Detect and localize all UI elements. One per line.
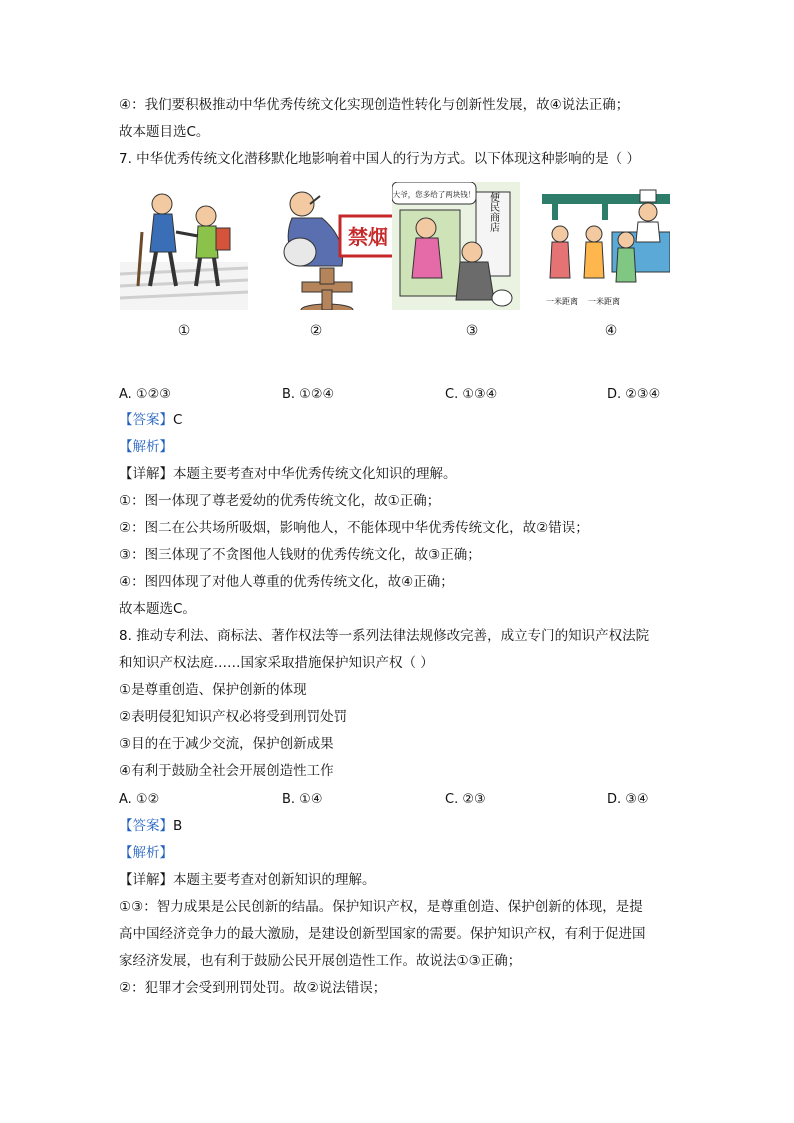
illustration-respect-elderly bbox=[120, 182, 248, 310]
option-a: A. ①② bbox=[119, 792, 160, 807]
statement: ④有利于鼓励全社会开展创造性工作 bbox=[119, 763, 334, 779]
detail-line bbox=[119, 870, 376, 890]
answer-label: 【答案】 bbox=[119, 818, 173, 834]
text-line: ③：图三体现了不贪图他人钱财的优秀传统文化，故③正确； bbox=[119, 547, 481, 563]
distance-label: 一米距离 bbox=[546, 297, 578, 306]
option-d: D. ③④ bbox=[607, 792, 649, 807]
text-line: 高中国经济竞争力的最大激励，是建设创新型国家的需要。保护知识产权，有利于促进国 bbox=[119, 926, 646, 942]
answer-value: B bbox=[173, 818, 183, 834]
answer-line bbox=[119, 816, 182, 836]
text-line: 故本题选C。 bbox=[119, 601, 196, 617]
text-line: ④：图四体现了对他人尊重的优秀传统文化，故④正确； bbox=[119, 574, 454, 590]
speech-bubble-text: 大爷，您多给了两块钱！ bbox=[392, 190, 476, 199]
statement: ③目的在于减少交流，保护创新成果 bbox=[119, 736, 334, 752]
option-d: D. ②③④ bbox=[607, 387, 661, 402]
question-8-stem: 和知识产权法庭……国家采取措施保护知识产权（ ） bbox=[119, 655, 434, 671]
text-line: 故本题目选C。 bbox=[119, 124, 210, 140]
picture-number: ② bbox=[309, 323, 323, 339]
illustration-returning-money bbox=[392, 182, 520, 310]
statement: ②表明侵犯知识产权必将受到刑罚处罚 bbox=[119, 709, 348, 725]
answer-line bbox=[119, 410, 182, 430]
picture-number: ③ bbox=[465, 323, 479, 339]
question-7-stem: 7. 中华优秀传统文化潜移默化地影响着中国人的行为方式。以下体现这种影响的是（ ） bbox=[119, 151, 640, 167]
text-line: ①③：智力成果是公民创新的结晶。保护知识产权，是尊重创造、保护创新的体现，是提 bbox=[119, 899, 643, 915]
detail-text: 本题主要考查对创新知识的理解。 bbox=[173, 872, 376, 888]
detail-line bbox=[119, 464, 457, 484]
option-c: C. ②③ bbox=[445, 792, 486, 807]
text-line: ②：图二在公共场所吸烟，影响他人，不能体现中华优秀传统文化，故②错误； bbox=[119, 520, 589, 536]
option-a: A. ①②③ bbox=[119, 387, 171, 402]
text-line: 家经济发展，也有利于鼓励公民开展创造性工作。故说法①③正确； bbox=[119, 953, 522, 969]
analysis-label: 【解析】 bbox=[119, 845, 173, 861]
illustration-keeping-distance bbox=[542, 182, 670, 310]
shop-sign-text: 便民商店 bbox=[487, 192, 499, 232]
option-c: C. ①③④ bbox=[445, 387, 498, 402]
answer-value: C bbox=[173, 412, 183, 428]
picture-number: ④ bbox=[604, 323, 618, 339]
detail-label: 【详解】 bbox=[119, 872, 173, 888]
text-line: ①：图一体现了尊老爱幼的优秀传统文化，故①正确； bbox=[119, 493, 441, 509]
detail-text: 本题主要考查对中华优秀传统文化知识的理解。 bbox=[173, 466, 457, 482]
option-b: B. ①④ bbox=[282, 792, 323, 807]
option-b: B. ①②④ bbox=[282, 387, 335, 402]
text-line: ②：犯罪才会受到刑罚处罚。故②说法错误； bbox=[119, 980, 387, 996]
distance-label: 一米距离 bbox=[588, 297, 620, 306]
answer-label: 【答案】 bbox=[119, 412, 173, 428]
analysis-label: 【解析】 bbox=[119, 439, 173, 455]
picture-number: ① bbox=[177, 323, 191, 339]
detail-label: 【详解】 bbox=[119, 466, 173, 482]
text-line: ④：我们要积极推动中华优秀传统文化实现创造性转化与创新性发展，故④说法正确； bbox=[119, 97, 630, 113]
illustration-smoking bbox=[272, 182, 400, 310]
no-smoking-sign-text: 禁烟 bbox=[348, 225, 388, 249]
statement: ①是尊重创造、保护创新的体现 bbox=[119, 682, 307, 698]
question-8-stem: 8. 推动专利法、商标法、著作权法等一系列法律法规修改完善，成立专门的知识产权法院 bbox=[119, 628, 650, 644]
